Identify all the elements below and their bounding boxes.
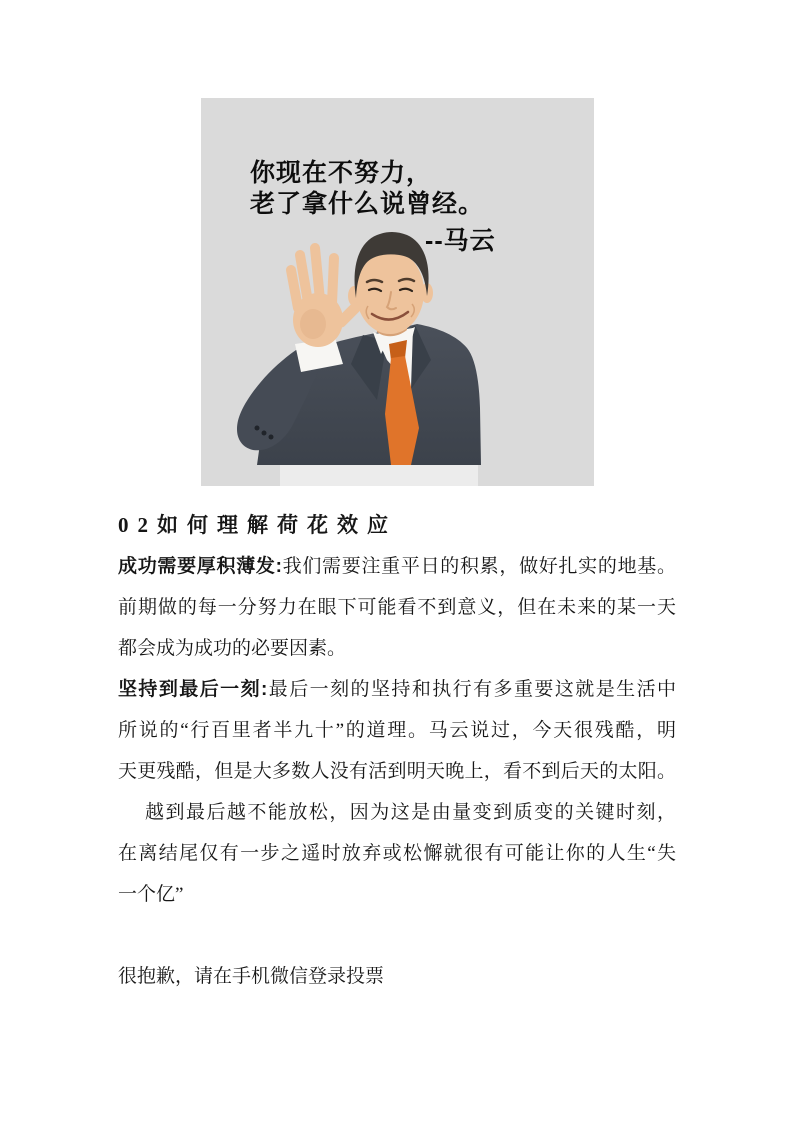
paragraph3-line2: 在离结尾仅有一步之遥时放弃或松懈就很有可能让你的人生“失 bbox=[118, 843, 676, 864]
section-heading: 02如何理解荷花效应 bbox=[118, 513, 397, 537]
waving-man-illustration bbox=[201, 98, 594, 486]
paragraph2-line1-text: 最后一刻的坚持和执行有多重要这就是生活中 bbox=[267, 679, 676, 700]
finger-pinky bbox=[291, 270, 298, 308]
paragraph2-line1 bbox=[118, 669, 676, 710]
finger-middle bbox=[315, 248, 320, 300]
paragraph3-line1: 越到最后越不能放松，因为这是由量变到质变的关键时刻， bbox=[145, 802, 676, 823]
waving-hand bbox=[291, 248, 355, 347]
paragraph2-lead: 坚持到最后一刻: bbox=[118, 679, 268, 700]
finger-ring bbox=[300, 255, 308, 302]
hero-image bbox=[201, 98, 594, 486]
sleeve-button bbox=[269, 435, 274, 440]
paragraph1-line1 bbox=[118, 546, 676, 587]
quote-text bbox=[250, 158, 484, 220]
paragraph2-line3: 天更残酷，但是大多数人没有活到明天晚上，看不到后天的太阳。 bbox=[118, 761, 676, 782]
sleeve-button bbox=[255, 426, 260, 431]
quote-line-2: 老了拿什么说曾经。 bbox=[250, 190, 485, 218]
sleeve-button bbox=[262, 431, 267, 436]
paragraph1-line2: 前期做的每一分努力在眼下可能看不到意义，但在未来的某一天 bbox=[118, 597, 676, 618]
paragraph3-line3: 一个亿” bbox=[118, 884, 184, 905]
finger-index bbox=[332, 258, 334, 303]
paragraph1-lead: 成功需要厚积薄发: bbox=[118, 556, 282, 577]
article-body bbox=[118, 505, 676, 997]
paragraph1-line1-text: 我们需要注重平日的积累，做好扎实的地基。 bbox=[281, 556, 676, 577]
palm-shadow bbox=[300, 309, 326, 339]
paragraph1-line3: 都会成为成功的必要因素。 bbox=[118, 638, 347, 659]
head bbox=[348, 232, 433, 336]
quote-line-1: 你现在不努力， bbox=[250, 159, 433, 187]
vote-login-notice: 很抱歉，请在手机微信登录投票 bbox=[118, 966, 385, 987]
paragraph2-line2: 所说的“行百里者半九十”的道理。马云说过，今天很残酷，明 bbox=[118, 720, 676, 741]
thumb bbox=[341, 308, 355, 322]
quote-attribution: --马云 bbox=[425, 227, 496, 255]
photo-strip bbox=[280, 465, 478, 486]
